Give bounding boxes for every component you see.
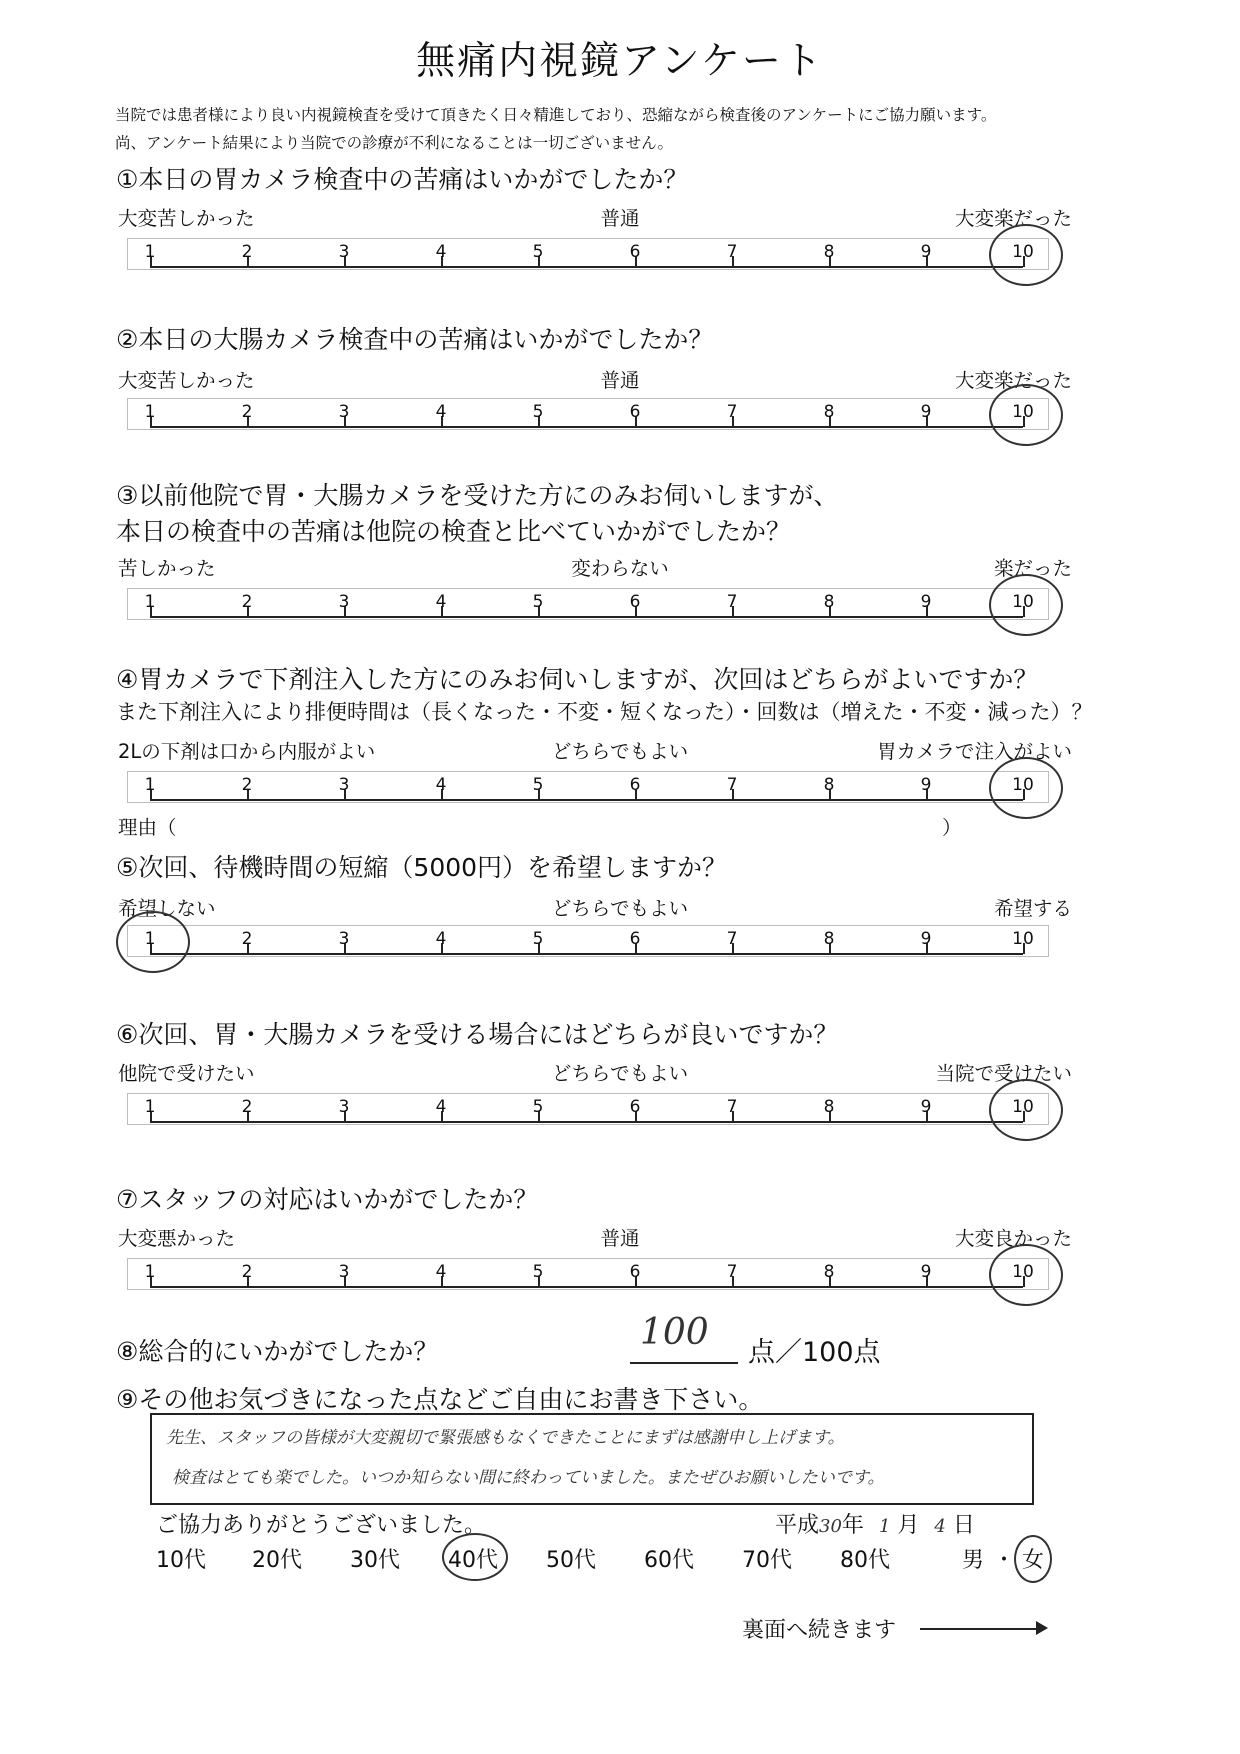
question-3-option-7[interactable]: 7 [726,592,738,612]
question-7-option-8[interactable]: 8 [823,1262,835,1282]
question-3-option-5[interactable]: 5 [532,592,544,612]
question-6-right-anchor: 当院で受けたい [935,1062,1072,1085]
question-4-option-6[interactable]: 6 [629,775,641,795]
question-4-option-2[interactable]: 2 [241,775,253,795]
question-7-option-9[interactable]: 9 [920,1262,932,1282]
question-7-option-1[interactable]: 1 [144,1262,156,1282]
question-4-selected-circle [989,757,1063,819]
question-5-option-5[interactable]: 5 [532,929,544,949]
age-option-80代[interactable]: 80代 [840,1548,890,1573]
page-title: 無痛内視鏡アンケート [416,39,824,84]
question-2-left-anchor: 大変苦しかった [118,369,255,392]
question-4-left-anchor: 2Lの下剤は口から内服がよい [118,740,376,763]
question-4-text: ④胃カメラで下剤注入した方にのみお伺いしますが、次回はどちらがよいですか？ [116,665,1039,694]
question-1-option-5[interactable]: 5 [532,242,544,262]
question-5-option-3[interactable]: 3 [338,929,350,949]
question-6-mid-anchor: どちらでもよい [551,1062,689,1085]
question-1-option-9[interactable]: 9 [920,242,932,262]
question-5-option-6[interactable]: 6 [629,929,641,949]
question-6-option-4[interactable]: 4 [435,1097,447,1117]
question-5-scale-line [150,953,1023,955]
question-3-option-3[interactable]: 3 [338,592,350,612]
question-7-option-7[interactable]: 7 [726,1262,738,1282]
date [775,1508,975,1539]
question-3-text-2: 本日の検査中の苦痛は他院の検査と比べていかがでしたか？ [116,517,792,546]
question-2-option-3[interactable]: 3 [338,402,350,422]
date-era: 平成 [775,1513,820,1538]
continue-arrow-line [920,1628,1040,1630]
question-3-scale-line [150,616,1023,618]
score-suffix: 点／100点 [748,1337,881,1368]
question-4-option-5[interactable]: 5 [532,775,544,795]
question-5-option-10[interactable]: 10 [1012,929,1034,949]
age-selected-circle [442,1533,508,1581]
comment-line-2: 検査はとても楽でした。いつか知らない間に終わっていました。またぜひお願いしたいです。 [172,1468,885,1488]
question-2-option-10[interactable]: 10 [1012,402,1034,422]
question-2-selected-circle [989,384,1063,446]
question-2-option-7[interactable]: 7 [726,402,738,422]
question-5-option-8[interactable]: 8 [823,929,835,949]
question-6-option-10[interactable]: 10 [1012,1097,1034,1117]
question-5-right-anchor: 希望する [993,897,1072,920]
question-1-left-anchor: 大変苦しかった [118,207,255,230]
question-4-option-10[interactable]: 10 [1012,775,1034,795]
question-4-reason-close: ） [942,816,962,839]
question-2-option-2[interactable]: 2 [241,402,253,422]
question-4-option-8[interactable]: 8 [823,775,835,795]
total-score-value[interactable]: 100 [640,1312,709,1353]
question-7-left-anchor: 大変悪かった [118,1227,236,1250]
date-day[interactable]: 4 [934,1516,946,1537]
question-1-option-6[interactable]: 6 [629,242,641,262]
question-5-option-1[interactable]: 1 [144,929,156,949]
question-5-option-2[interactable]: 2 [241,929,253,949]
question-5-option-4[interactable]: 4 [435,929,447,949]
gender-female[interactable]: 女 [1022,1548,1045,1573]
question-3-option-6[interactable]: 6 [629,592,641,612]
question-1-scale-line [150,266,1023,268]
date-year[interactable]: 30 [819,1516,842,1537]
question-2-scale-line [150,426,1023,428]
question-6-left-anchor: 他院で受けたい [118,1062,255,1085]
question-7-option-5[interactable]: 5 [532,1262,544,1282]
question-4-option-7[interactable]: 7 [726,775,738,795]
intro-line-2: 尚、アンケート結果により当院での診療が不利になることは一切ございません。 [115,134,674,152]
question-6-option-5[interactable]: 5 [532,1097,544,1117]
question-3-text: ③以前他院で胃・大腸カメラを受けた方にのみお伺いしますが、 [116,481,839,510]
question-3-option-2[interactable]: 2 [241,592,253,612]
gender-selected-circle [1014,1535,1052,1583]
question-7-option-4[interactable]: 4 [435,1262,447,1282]
question-1-text: ①本日の胃カメラ検査中の苦痛はいかがでしたか？ [116,165,689,194]
question-1-option-4[interactable]: 4 [435,242,447,262]
arrow-right-icon [1036,1621,1048,1635]
age-option-40代[interactable]: 40代 [448,1548,498,1573]
question-4-text-2: また下剤注入により排便時間は（長くなった・不変・短くなった）・回数は（増えた・不変・減った）？ [116,700,1093,724]
question-6-option-9[interactable]: 9 [920,1097,932,1117]
question-4-option-4[interactable]: 4 [435,775,447,795]
question-3-right-anchor: 楽だった [993,557,1072,580]
intro-line-1: 当院では患者様により良い内視鏡検査を受けて頂きたく日々精進しており、恐縮ながら検査後のアンケートにご協力願います。 [115,106,997,124]
question-9: ⑨その他お気づきになった点などご自由にお書き下さい。 [116,1385,764,1414]
question-3-option-1[interactable]: 1 [144,592,156,612]
question-7-selected-circle [989,1244,1063,1306]
question-4-option-3[interactable]: 3 [338,775,350,795]
age-option-50代[interactable]: 50代 [546,1548,596,1573]
question-2-mid-anchor: 普通 [600,369,640,392]
question-6-option-3[interactable]: 3 [338,1097,350,1117]
question-6-selected-circle [989,1079,1063,1141]
question-6-option-7[interactable]: 7 [726,1097,738,1117]
question-7-option-6[interactable]: 6 [629,1262,641,1282]
question-7-right-anchor: 大変良かった [954,1227,1072,1250]
question-1-option-8[interactable]: 8 [823,242,835,262]
question-3-selected-circle [989,574,1063,636]
date-day-unit: 日 [952,1513,975,1538]
question-7-text: ⑦スタッフの対応はいかがでしたか？ [116,1185,539,1214]
question-3-option-9[interactable]: 9 [920,592,932,612]
question-5-mid-anchor: どちらでもよい [551,897,689,920]
comment-line-1: 先生、スタッフの皆様が大変親切で緊張感もなくできたことにまずは感謝申し上げます。 [166,1428,845,1448]
question-2-option-9[interactable]: 9 [920,402,932,422]
question-4-option-1[interactable]: 1 [144,775,156,795]
question-1-right-anchor: 大変楽だった [954,207,1072,230]
question-1-option-1[interactable]: 1 [144,242,156,262]
question-5-selected-circle [116,911,190,973]
question-6-option-1[interactable]: 1 [144,1097,156,1117]
question-7-option-10[interactable]: 10 [1012,1262,1034,1282]
question-3-option-4[interactable]: 4 [435,592,447,612]
question-1-option-3[interactable]: 3 [338,242,350,262]
question-2-option-5[interactable]: 5 [532,402,544,422]
question-4-scale-line [150,799,1023,801]
question-1-mid-anchor: 普通 [600,207,640,230]
question-3-mid-anchor: 変わらない [571,557,669,580]
question-6-text: ⑥次回、胃・大腸カメラを受ける場合にはどちらが良いですか？ [116,1020,839,1049]
question-4-right-anchor: 胃カメラで注入がよい [876,740,1072,763]
question-2-option-4[interactable]: 4 [435,402,447,422]
question-4-mid-anchor: どちらでもよい [551,740,689,763]
question-7-option-3[interactable]: 3 [338,1262,350,1282]
question-2-option-8[interactable]: 8 [823,402,835,422]
gender-male[interactable]: 男 [962,1548,985,1573]
score-underline [630,1362,738,1364]
question-7-mid-anchor: 普通 [600,1227,640,1250]
question-2-right-anchor: 大変楽だった [954,369,1072,392]
question-1-selected-circle [989,224,1063,286]
age-option-20代[interactable]: 20代 [252,1548,302,1573]
question-5-text: ⑤次回、待機時間の短縮（5000円）を希望しますか？ [116,853,728,882]
question-5-left-anchor: 希望しない [118,897,216,920]
age-option-60代[interactable]: 60代 [644,1548,694,1573]
date-month-unit: 月 [897,1513,920,1538]
date-year-unit: 年 [841,1513,864,1538]
question-4-option-9[interactable]: 9 [920,775,932,795]
question-8: ⑧総合的にいかがでしたか？ [116,1337,439,1366]
question-7-option-2[interactable]: 2 [241,1262,253,1282]
question-1-option-7[interactable]: 7 [726,242,738,262]
question-6-option-6[interactable]: 6 [629,1097,641,1117]
question-3-option-10[interactable]: 10 [1012,592,1034,612]
continue-note: 裏面へ続きます [742,1618,897,1643]
age-option-10代[interactable]: 10代 [156,1548,206,1573]
age-option-30代[interactable]: 30代 [350,1548,400,1573]
question-6-option-2[interactable]: 2 [241,1097,253,1117]
question-3-option-8[interactable]: 8 [823,592,835,612]
question-2-option-1[interactable]: 1 [144,402,156,422]
question-7-scale-line [150,1286,1023,1288]
question-1-option-2[interactable]: 2 [241,242,253,262]
question-2-text: ②本日の大腸カメラ検査中の苦痛はいかがでしたか？ [116,325,714,354]
age-option-70代[interactable]: 70代 [742,1548,792,1573]
question-6-scale-line [150,1121,1023,1123]
question-5-option-9[interactable]: 9 [920,929,932,949]
thanks-text: ご協力ありがとうございました。 [156,1513,487,1538]
question-3-left-anchor: 苦しかった [118,557,216,580]
date-month[interactable]: 1 [878,1516,891,1537]
question-2-option-6[interactable]: 6 [629,402,641,422]
gender-separator: ・ [993,1548,1016,1573]
question-5-option-7[interactable]: 7 [726,929,738,949]
question-1-option-10[interactable]: 10 [1012,242,1034,262]
question-6-option-8[interactable]: 8 [823,1097,835,1117]
question-4-reason-label: 理由（ [118,816,177,839]
